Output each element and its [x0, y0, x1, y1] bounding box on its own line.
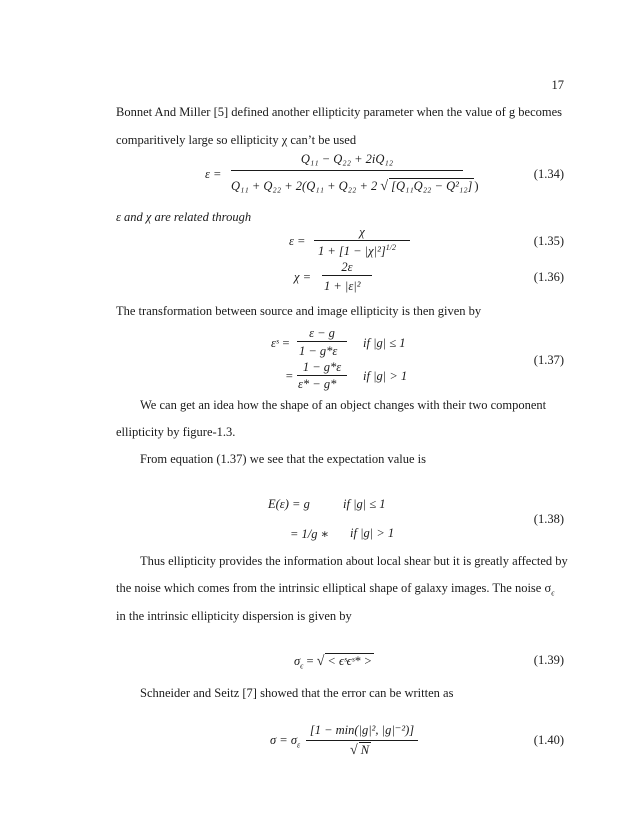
paragraph-line: The transformation between source and image ellipticity is then given by — [116, 304, 482, 318]
paragraph-line: Thus ellipticity provides the information about local shear but it is greatly affected by — [140, 554, 568, 568]
paragraph-line — [116, 581, 554, 598]
eq-1-37-den1: 1 − g*ε — [299, 344, 338, 358]
eq-1-34-sqrt: [Q₁₁Q₂₂ − Q²₁₂] — [391, 179, 473, 193]
paragraph-line: comparitively large so ellipticity χ can’t be used — [116, 133, 357, 147]
sqrt-symbol: √ — [380, 179, 389, 194]
paragraph-line: Schneider and Seitz [7] showed that the error can be written as — [140, 686, 454, 700]
eq-1-40-denominator — [350, 742, 371, 759]
eq-label: (1.34) — [533, 167, 564, 181]
eq-1-40-lhs-sub: ε — [297, 740, 301, 750]
eq-1-36-numerator: 2ε — [322, 260, 372, 276]
paragraph-line: ε and χ are related through — [116, 210, 252, 224]
sqrt-symbol: √ — [316, 654, 325, 669]
eq-1-34-denominator — [231, 178, 479, 195]
eq-1-40-lhs — [270, 733, 300, 750]
eq-1-39-sqrt: < ϵˢϵˢ* > — [327, 654, 373, 668]
eq-1-40-lhs-text: σ = σ — [270, 733, 298, 747]
eq-1-40-den: N — [360, 743, 370, 757]
eq-1-40-numerator: [1 − min(|g|², |g|⁻²)] — [306, 722, 418, 741]
eq-1-34-den-end: ) — [474, 179, 479, 193]
eq-label: (1.35) — [533, 234, 564, 248]
eq-label: (1.38) — [533, 512, 564, 526]
eq-1-35-exp: 1/2 — [385, 243, 396, 252]
eq-1-37-den2: ε* − g* — [298, 377, 337, 391]
eq-1-37-cond1: if |g| ≤ 1 — [363, 336, 406, 350]
paragraph-line: ellipticity by figure-1.3. — [116, 425, 236, 439]
eq-1-35-lhs: ε = — [289, 234, 306, 248]
eq-1-34-den-main: Q₁₁ + Q₂₂ + 2(Q₁₁ + Q₂₂ + 2 — [231, 179, 378, 193]
eq-label: (1.40) — [533, 733, 564, 747]
eq-1-39-lhs: σ — [294, 654, 301, 668]
paragraph-text: the noise which comes from the intrinsic elliptical shape of galaxy images. The noise σ — [116, 581, 552, 595]
eq-label: (1.37) — [533, 353, 564, 367]
eq-1-38-cond1: if |g| ≤ 1 — [343, 497, 386, 511]
eq-1-37-lhs: εˢ = — [271, 336, 291, 350]
eq-1-38-row2: = 1/g ∗ — [290, 527, 330, 541]
eq-1-38-row1: E(ε) = g — [268, 497, 310, 511]
eq-1-35-denominator — [318, 243, 396, 259]
eq-1-38-cond2: if |g| > 1 — [350, 526, 395, 540]
eq-1-37-num1: ε − g — [297, 326, 347, 342]
eq-1-37-num2: 1 − g*ε — [297, 360, 347, 376]
eq-1-39-lhs-sub: ϵ — [300, 661, 304, 671]
eq-1-35-numerator: χ — [314, 225, 410, 241]
sigma-subscript: ϵ — [551, 588, 555, 598]
eq-1-37-eq2: = — [285, 369, 294, 383]
eq-1-35-den: 1 + [1 − |χ|²] — [318, 244, 386, 259]
eq-label: (1.36) — [533, 270, 564, 284]
paragraph-line: We can get an idea how the shape of an object changes with their two component — [140, 398, 547, 412]
sqrt-symbol: √ — [350, 743, 358, 758]
eq-label: (1.39) — [533, 653, 564, 667]
eq-1-37-cond2: if |g| > 1 — [363, 369, 408, 383]
eq-1-34-lhs: ε = — [205, 167, 222, 181]
eq-1-36-lhs: χ = — [294, 270, 312, 284]
paragraph-line: Bonnet And Miller [5] defined another ellipticity parameter when the value of g becomes — [116, 105, 563, 119]
page-number: 17 — [551, 78, 564, 92]
eq-1-39-eq: = — [306, 654, 314, 668]
eq-1-39 — [294, 653, 374, 671]
paragraph-line: in the intrinsic ellipticity dispersion is given by — [116, 609, 352, 623]
eq-1-36-denominator: 1 + |ε|² — [324, 279, 361, 293]
paragraph-line: From equation (1.37) we see that the expectation value is — [140, 452, 427, 466]
eq-1-34-numerator: Q₁₁ − Q₂₂ + 2iQ₁₂ — [231, 152, 463, 171]
